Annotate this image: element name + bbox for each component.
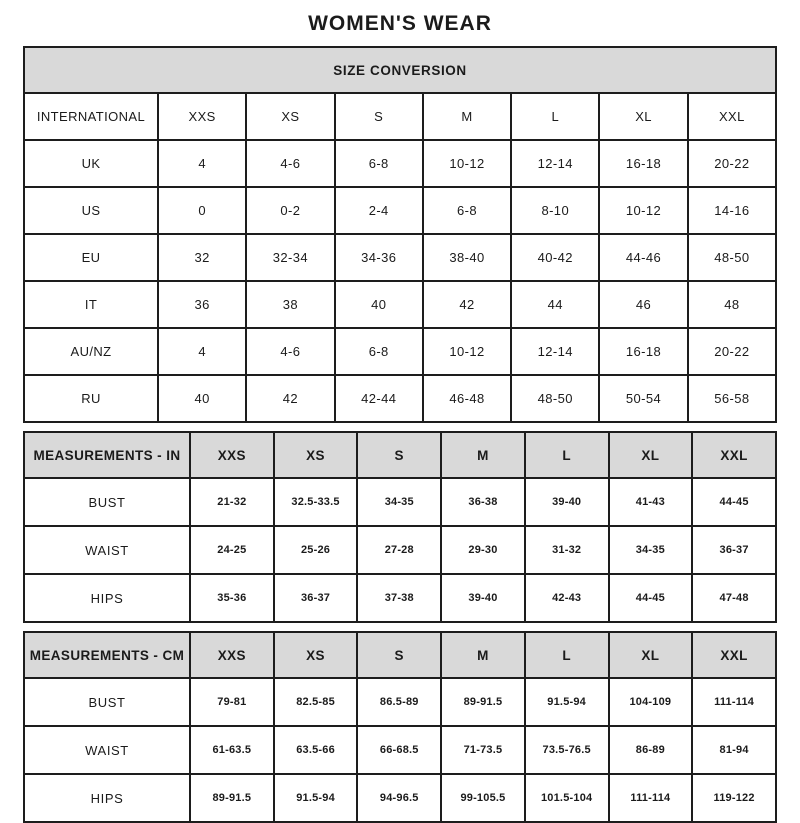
table-row <box>24 526 776 574</box>
column-header-l: L <box>525 432 609 478</box>
size-conversion-table <box>23 46 777 423</box>
size-value: 6-8 <box>423 187 511 234</box>
row-label: AU/NZ <box>24 328 158 375</box>
size-value: 36-37 <box>692 526 776 574</box>
size-value: 38-40 <box>423 234 511 281</box>
size-value: 41-43 <box>609 478 693 526</box>
row-label: HIPS <box>24 774 190 822</box>
size-value: 71-73.5 <box>441 726 525 774</box>
size-guide-page <box>23 12 777 823</box>
size-value: 12-14 <box>511 140 599 187</box>
size-value: 99-105.5 <box>441 774 525 822</box>
column-header-xxs: XXS <box>158 93 246 140</box>
size-value: 119-122 <box>692 774 776 822</box>
size-value: 81-94 <box>692 726 776 774</box>
size-value: 6-8 <box>335 328 423 375</box>
size-value: 4-6 <box>246 328 334 375</box>
size-value: 32-34 <box>246 234 334 281</box>
size-value: 42-44 <box>335 375 423 422</box>
size-value: 4 <box>158 328 246 375</box>
size-value: 34-35 <box>357 478 441 526</box>
measurements-cm-table <box>23 631 777 823</box>
size-value: 86.5-89 <box>357 678 441 726</box>
size-value: 32.5-33.5 <box>274 478 358 526</box>
size-value: 36 <box>158 281 246 328</box>
column-header-s: S <box>357 432 441 478</box>
size-value: 10-12 <box>423 140 511 187</box>
size-value: 111-114 <box>609 774 693 822</box>
table-row <box>24 678 776 726</box>
size-value: 111-114 <box>692 678 776 726</box>
row-label: RU <box>24 375 158 422</box>
table-row <box>24 774 776 822</box>
column-header-s: S <box>357 632 441 678</box>
size-value: 40 <box>158 375 246 422</box>
column-header-xs: XS <box>274 432 358 478</box>
size-value: 16-18 <box>599 328 687 375</box>
size-value: 20-22 <box>688 140 776 187</box>
size-value: 46 <box>599 281 687 328</box>
size-value: 6-8 <box>335 140 423 187</box>
size-value: 44 <box>511 281 599 328</box>
table-row <box>24 478 776 526</box>
size-value: 24-25 <box>190 526 274 574</box>
column-header-m: M <box>441 632 525 678</box>
size-value: 37-38 <box>357 574 441 622</box>
size-value: 44-45 <box>692 478 776 526</box>
size-value: 50-54 <box>599 375 687 422</box>
size-value: 73.5-76.5 <box>525 726 609 774</box>
size-value: 91.5-94 <box>525 678 609 726</box>
row-label: BUST <box>24 478 190 526</box>
size-value: 42 <box>423 281 511 328</box>
column-header-l: L <box>525 632 609 678</box>
table-caption: SIZE CONVERSION <box>24 47 776 93</box>
column-header-xxs: XXS <box>190 632 274 678</box>
size-value: 42-43 <box>525 574 609 622</box>
size-value: 61-63.5 <box>190 726 274 774</box>
size-value: 86-89 <box>609 726 693 774</box>
size-value: 42 <box>246 375 334 422</box>
size-value: 20-22 <box>688 328 776 375</box>
size-value: 10-12 <box>423 328 511 375</box>
size-value: 56-58 <box>688 375 776 422</box>
header-label-cell: INTERNATIONAL <box>24 93 158 140</box>
size-value: 79-81 <box>190 678 274 726</box>
size-value: 29-30 <box>441 526 525 574</box>
row-label: WAIST <box>24 726 190 774</box>
column-header-m: M <box>441 432 525 478</box>
size-value: 0 <box>158 187 246 234</box>
size-value: 25-26 <box>274 526 358 574</box>
column-header-m: M <box>423 93 511 140</box>
size-value: 91.5-94 <box>274 774 358 822</box>
row-label: BUST <box>24 678 190 726</box>
row-label: HIPS <box>24 574 190 622</box>
size-value: 39-40 <box>441 574 525 622</box>
table-row <box>24 187 776 234</box>
size-value: 10-12 <box>599 187 687 234</box>
size-value: 27-28 <box>357 526 441 574</box>
size-value: 40 <box>335 281 423 328</box>
size-value: 101.5-104 <box>525 774 609 822</box>
size-value: 4 <box>158 140 246 187</box>
table-row <box>24 140 776 187</box>
column-header-l: L <box>511 93 599 140</box>
size-value: 48-50 <box>688 234 776 281</box>
size-value: 63.5-66 <box>274 726 358 774</box>
size-value: 31-32 <box>525 526 609 574</box>
size-value: 44-45 <box>609 574 693 622</box>
column-header-xl: XL <box>609 432 693 478</box>
page-title: WOMEN'S WEAR <box>308 12 492 35</box>
row-label: IT <box>24 281 158 328</box>
column-header-s: S <box>335 93 423 140</box>
size-value: 36-37 <box>274 574 358 622</box>
size-value: 94-96.5 <box>357 774 441 822</box>
size-value: 89-91.5 <box>441 678 525 726</box>
row-label: US <box>24 187 158 234</box>
size-value: 82.5-85 <box>274 678 358 726</box>
size-value: 21-32 <box>190 478 274 526</box>
size-value: 34-35 <box>609 526 693 574</box>
column-header-xl: XL <box>599 93 687 140</box>
header-label-cell: MEASUREMENTS - CM <box>24 632 190 678</box>
column-header-xxs: XXS <box>190 432 274 478</box>
size-value: 48-50 <box>511 375 599 422</box>
row-label: WAIST <box>24 526 190 574</box>
table-row <box>24 375 776 422</box>
size-value: 47-48 <box>692 574 776 622</box>
row-label: EU <box>24 234 158 281</box>
column-header-xs: XS <box>274 632 358 678</box>
column-header-xs: XS <box>246 93 334 140</box>
size-value: 40-42 <box>511 234 599 281</box>
table-row <box>24 234 776 281</box>
table-row <box>24 281 776 328</box>
size-value: 39-40 <box>525 478 609 526</box>
size-value: 0-2 <box>246 187 334 234</box>
size-value: 35-36 <box>190 574 274 622</box>
size-value: 32 <box>158 234 246 281</box>
column-header-xxl: XXL <box>692 632 776 678</box>
column-header-xxl: XXL <box>688 93 776 140</box>
size-value: 34-36 <box>335 234 423 281</box>
table-row <box>24 574 776 622</box>
size-charts-container <box>23 46 777 823</box>
size-value: 66-68.5 <box>357 726 441 774</box>
column-header-xl: XL <box>609 632 693 678</box>
row-label: UK <box>24 140 158 187</box>
size-value: 8-10 <box>511 187 599 234</box>
size-value: 36-38 <box>441 478 525 526</box>
size-value: 46-48 <box>423 375 511 422</box>
size-value: 14-16 <box>688 187 776 234</box>
size-value: 12-14 <box>511 328 599 375</box>
table-row <box>24 726 776 774</box>
size-value: 104-109 <box>609 678 693 726</box>
size-value: 44-46 <box>599 234 687 281</box>
column-header-xxl: XXL <box>692 432 776 478</box>
size-value: 16-18 <box>599 140 687 187</box>
size-value: 4-6 <box>246 140 334 187</box>
size-value: 89-91.5 <box>190 774 274 822</box>
table-row <box>24 328 776 375</box>
header-label-cell: MEASUREMENTS - IN <box>24 432 190 478</box>
size-value: 48 <box>688 281 776 328</box>
size-value: 2-4 <box>335 187 423 234</box>
size-value: 38 <box>246 281 334 328</box>
measurements-in-table <box>23 431 777 623</box>
